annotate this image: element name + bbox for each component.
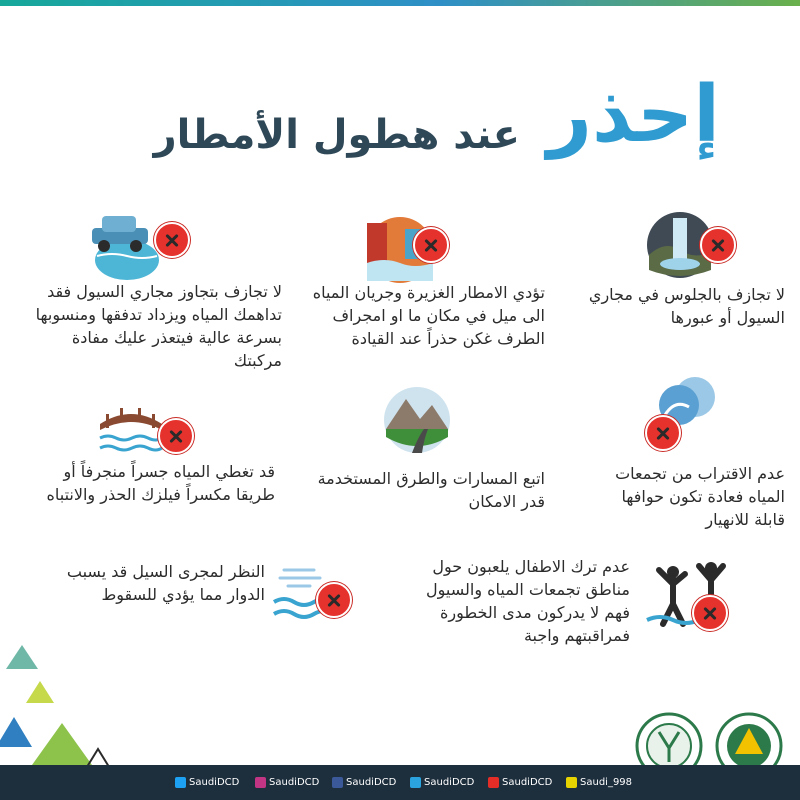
warning-text-1: لا تجازف بالجلوس في مجاري السيول أو عبورها — [588, 285, 785, 327]
x-mark-icon — [316, 582, 352, 618]
social-handle: SaudiDCD — [424, 777, 475, 788]
warning-text-7: عدم ترك الاطفال يلعبون حول مناطق تجمعات المياه والسيول فهم لا يدركون مدى الخطورة فمراقبتهم واجبة — [426, 557, 630, 645]
warning-item-4 — [590, 375, 785, 535]
bridge-icon — [96, 400, 166, 460]
warning-text-6: قد تغطي المياه جسراً منجرفاً أو طريقا مكسراً فيلزك الحذر والانتباه — [46, 462, 275, 504]
title-main: إحذر — [547, 70, 720, 160]
title-sub: عند هطول الأمطار — [153, 112, 520, 158]
social-instagram[interactable] — [255, 775, 319, 791]
facebook-icon — [332, 777, 343, 788]
warning-item-5 — [300, 385, 545, 515]
warning-item-8 — [40, 560, 370, 650]
social-youtube[interactable] — [488, 775, 552, 791]
snapchat-icon — [566, 777, 577, 788]
warning-text-5: اتبع المسارات والطرق المستخدمة قدر الامكان — [317, 469, 545, 511]
warning-item-6 — [20, 400, 275, 520]
x-mark-icon — [692, 595, 728, 631]
warning-text-4: عدم الاقتراب من تجمعات المياه فعادة تكون حوافها قابلة للانهيار — [615, 464, 785, 529]
social-handle: SaudiDCD — [502, 777, 553, 788]
social-handle: SaudiDCD — [269, 777, 320, 788]
instagram-icon — [255, 777, 266, 788]
warning-text-2: تؤدي الامطار الغزيرة وجريان المياه الى ميل في مكان ما او امجراف الطرف غكن حذراً عند القيادة — [312, 283, 545, 348]
top-gradient-bar — [0, 0, 800, 6]
x-mark-icon — [645, 415, 681, 451]
warning-item-7 — [400, 555, 785, 655]
warning-item-3 — [20, 208, 282, 378]
social-facebook[interactable] — [332, 775, 396, 791]
x-mark-icon — [158, 418, 194, 454]
social-telegram[interactable] — [410, 775, 474, 791]
social-handle: SaudiDCD — [189, 777, 240, 788]
telegram-icon — [410, 777, 421, 788]
footer-bar — [0, 765, 800, 800]
social-handle: SaudiDCD — [346, 777, 397, 788]
x-mark-icon — [154, 222, 190, 258]
social-snapchat[interactable] — [566, 775, 632, 791]
warning-text-3: لا تجازف بتجاوز مجاري السيول فقد تداهمك المياه ويزداد تدفقها ومنسوبها بسرعة عالية فيتعذر عليك مفادة مركبتك — [35, 282, 282, 370]
warning-text-8: النظر لمجرى السيل قد يسبب الدوار مما يؤدي للسقوط — [66, 562, 265, 604]
twitter-icon — [175, 777, 186, 788]
x-mark-icon — [413, 227, 449, 263]
decorative-triangles — [0, 645, 140, 770]
youtube-icon — [488, 777, 499, 788]
social-handle: Saudi_998 — [580, 777, 633, 788]
social-twitter[interactable] — [175, 775, 239, 791]
x-mark-icon — [700, 227, 736, 263]
warning-item-2 — [290, 215, 545, 355]
mountain-road-icon — [382, 385, 452, 455]
warning-item-1 — [560, 205, 785, 345]
